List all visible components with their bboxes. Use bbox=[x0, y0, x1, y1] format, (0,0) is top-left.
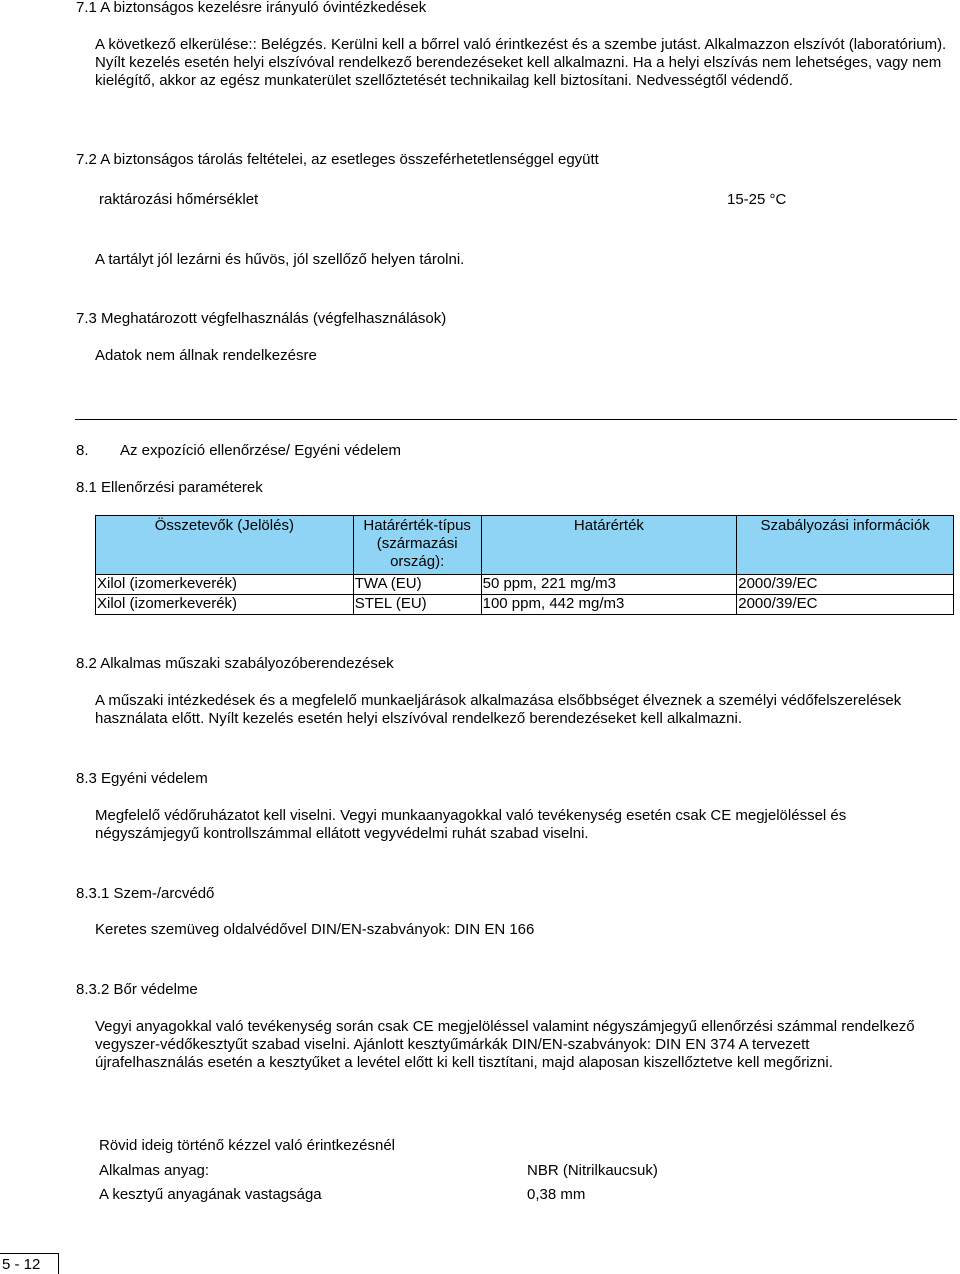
glove-material-label: Alkalmas anyag: bbox=[99, 1162, 210, 1179]
section-8-3-1-heading: 8.3.1 Szem-/arcvédő bbox=[76, 885, 215, 902]
storage-temp-label: raktározási hőmérséklet bbox=[99, 191, 259, 208]
section-8-number: 8. bbox=[76, 442, 89, 459]
table-cell-component: Xilol (izomerkeverék) bbox=[96, 575, 354, 595]
column-header-limit-value: Határérték bbox=[481, 516, 737, 575]
table-cell-regulatory-info: 2000/39/EC bbox=[737, 595, 954, 615]
table-cell-limit-value: 50 ppm, 221 mg/m3 bbox=[481, 575, 737, 595]
table-cell-regulatory-info: 2000/39/EC bbox=[737, 575, 954, 595]
section-8-1-heading: 8.1 Ellenőrzési paraméterek bbox=[76, 479, 263, 496]
section-7-3-body: Adatok nem állnak rendelkezésre bbox=[95, 347, 317, 364]
glove-thickness-value: 0,38 mm bbox=[527, 1186, 586, 1203]
table-row bbox=[96, 575, 954, 595]
section-8-2-heading: 8.2 Alkalmas műszaki szabályozóberendezések bbox=[76, 655, 394, 672]
exposure-limits-table bbox=[95, 515, 954, 615]
short-contact-title: Rövid ideig történő kézzel való érintkezésnél bbox=[99, 1137, 395, 1154]
section-8-3-1-body: Keretes szemüveg oldalvédővel DIN/EN-szabványok: DIN EN 166 bbox=[95, 921, 535, 938]
column-header-regulatory-info: Szabályozási információk bbox=[737, 516, 954, 575]
section-8-3-heading: 8.3 Egyéni védelem bbox=[76, 770, 208, 787]
column-header-component: Összetevők (Jelölés) bbox=[96, 516, 354, 575]
table-cell-component: Xilol (izomerkeverék) bbox=[96, 595, 354, 615]
section-8-2-body: A műszaki intézkedések és a megfelelő munkaeljárások alkalmazása elsőbbséget élveznek a személyi védőfelszerelések használata előtt. Nyílt kezelés esetén helyi elszívóval rendelkező berendezéseket kell alkalmazni. bbox=[95, 692, 902, 727]
section-divider bbox=[75, 419, 957, 420]
table-row bbox=[96, 595, 954, 615]
table-cell-limit-type: STEL (EU) bbox=[353, 595, 481, 615]
table-cell-limit-type: TWA (EU) bbox=[353, 575, 481, 595]
glove-material-value: NBR (Nitrilkaucsuk) bbox=[527, 1162, 658, 1179]
section-7-1-heading: 7.1 A biztonságos kezelésre irányuló óvintézkedések bbox=[76, 0, 427, 16]
section-7-1-body: A következő elkerülése:: Belégzés. Kerülni kell a bőrrel való érintkezést és a szembe jutást. Alkalmazzon elszívót (laboratórium). Nyílt kezelés esetén helyi elszívóval rendelkező berendezéseket kell alkalmazni. Ha a helyi elszívás nem lehetséges, vagy nem kielégítő, akkor az egész munkaterület szellőztetését technikailag kell biztosítani. Nedvességtől védendő. bbox=[95, 36, 947, 89]
table-cell-limit-value: 100 ppm, 442 mg/m3 bbox=[481, 595, 737, 615]
table-header-row bbox=[96, 516, 954, 575]
storage-temp-value: 15-25 °C bbox=[727, 191, 787, 208]
section-7-2-heading: 7.2 A biztonságos tárolás feltételei, az esetleges összeférhetetlenséggel együtt bbox=[76, 151, 599, 168]
column-header-limit-type: Határérték-típus (származási ország): bbox=[353, 516, 481, 575]
section-8-3-2-heading: 8.3.2 Bőr védelme bbox=[76, 981, 198, 998]
section-8-3-body: Megfelelő védőruházatot kell viselni. Vegyi munkaanyagokkal való tevékenység esetén csak CE megjelöléssel és négyszámjegyű kontrollszámmal ellátott vegyvédelmi ruhát szabad viselni. bbox=[95, 807, 847, 842]
glove-thickness-label: A kesztyű anyagának vastagsága bbox=[99, 1186, 322, 1203]
section-8-3-2-body: Vegyi anyagokkal való tevékenység során csak CE megjelöléssel valamint négyszámjegyű ellenőrzési számmal rendelkező vegyszer-védőkesztyűt szabad viselni. Ajánlott kesztyűmárkák DIN/EN-szabványok: DIN EN 374 A tervezett újrafelhasználás esetén a kesztyűket a levétel előtt ki kell tisztítani, majd alaposan kiszellőztetve kell megőrizni. bbox=[95, 1018, 915, 1071]
section-7-3-heading: 7.3 Meghatározott végfelhasználás (végfelhasználások) bbox=[76, 310, 447, 327]
storage-note: A tartályt jól lezárni és hűvös, jól szellőző helyen tárolni. bbox=[95, 251, 465, 268]
section-8-title: Az expozíció ellenőrzése/ Egyéni védelem bbox=[120, 442, 401, 459]
page-number: 5 - 12 bbox=[2, 1256, 41, 1273]
